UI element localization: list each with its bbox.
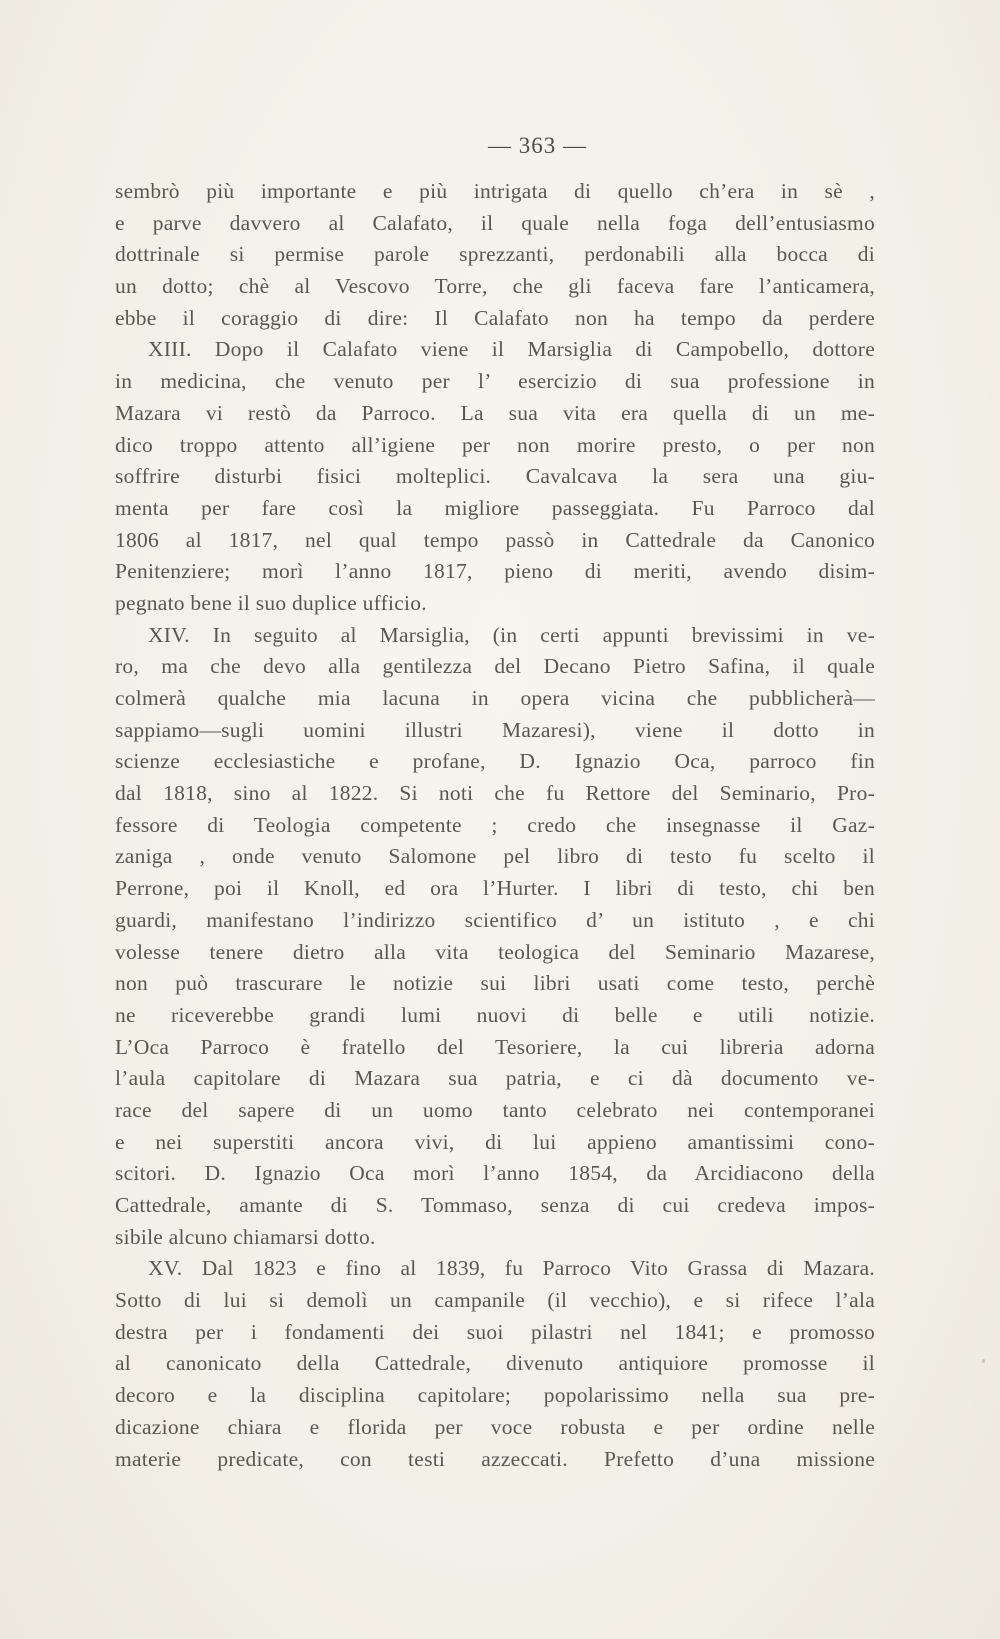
text-line: sembrò più importante e più intrigata di quello ch’era in sè , — [115, 179, 875, 203]
text-line: volesse tenere dietro alla vita teologica del Seminario Mazarese, — [115, 939, 875, 964]
text-line: Cattedrale, amante di S. Tommaso, senza di cui credeva impos- — [115, 1193, 875, 1217]
text-line: un dotto; chè al Vescovo Torre, che gli faceva fare l’anticamera, — [115, 274, 875, 299]
text-line: materie predicate, con testi azzeccati. Prefetto d’una missione — [115, 1446, 875, 1471]
text-line: e nei superstiti ancora vivi, di lui appieno amantissimi cono- — [115, 1129, 875, 1154]
paper-speck — [982, 1359, 985, 1363]
paragraph-start-xiii: XIII. Dopo il Calafato viene il Marsiglia di Campobello, dottore — [148, 337, 875, 362]
text-line: pegnato bene il suo duplice ufficio. — [115, 590, 427, 615]
text-line: Perrone, poi il Knoll, ed ora l’Hurter. I libri di testo, chi ben — [115, 876, 875, 901]
text-line: non può trascurare le notizie sui libri usati come testo, perchè — [115, 971, 875, 996]
text-line: dottrinale si permise parole sprezzanti, perdonabili alla bocca di — [115, 242, 875, 267]
text-line: ne riceverebbe grandi lumi nuovi di belle e utili notizie. — [115, 1002, 875, 1027]
page-number: — 363 — — [488, 133, 587, 158]
text-line: 1806 al 1817, nel qual tempo passò in Cattedrale da Canonico — [115, 527, 875, 552]
body-text — [115, 176, 875, 1475]
paragraph-start-xv: XV. Dal 1823 e fino al 1839, fu Parroco Vito Grassa di Mazara. — [148, 1256, 875, 1281]
text-line: decoro e la disciplina capitolare; popolarissimo nella sua pre- — [115, 1383, 875, 1408]
text-line: fessore di Teologia competente ; credo che insegnasse il Gaz- — [115, 812, 875, 837]
text-line: dico troppo attento all’igiene per non morire presto, o per non — [115, 432, 875, 457]
text-line: ebbe il coraggio di dire: Il Calafato non ha tempo da perdere — [115, 305, 875, 330]
text-line: race del sapere di un uomo tanto celebrato nei contemporanei — [115, 1097, 875, 1122]
text-line: Sotto di lui si demolì un campanile (il vecchio), e si rifece l’ala — [115, 1288, 875, 1313]
text-line: scienze ecclesiastiche e profane, D. Ignazio Oca, parroco fin — [115, 749, 875, 774]
text-line: in medicina, che venuto per l’ esercizio di sua professione in — [115, 369, 875, 394]
text-line: destra per i fondamenti dei suoi pilastri nel 1841; e promosso — [115, 1319, 875, 1344]
text-line: al canonicato della Cattedrale, divenuto antiquiore promosse il — [115, 1351, 875, 1376]
text-line: colmerà qualche mia lacuna in opera vicina che pubblicherà— — [115, 686, 875, 710]
paragraph-start-xiv: XIV. In seguito al Marsiglia, (in certi appunti brevissimi in ve- — [148, 622, 875, 647]
text-line: sappiamo—sugli uomini illustri Mazaresi), viene il dotto in — [115, 717, 875, 742]
text-line: guardi, manifestano l’indirizzo scientifico d’ un istituto , e chi — [115, 907, 875, 932]
text-line: ro, ma che devo alla gentilezza del Decano Pietro Safina, il quale — [115, 654, 875, 679]
text-line: e parve davvero al Calafato, il quale nella foga dell’entusiasmo — [115, 210, 875, 235]
text-line: Mazara vi restò da Parroco. La sua vita era quella di un me- — [115, 400, 875, 425]
text-line: scitori. D. Ignazio Oca morì l’anno 1854, da Arcidiacono della — [115, 1161, 875, 1186]
text-line: menta per fare così la migliore passeggiata. Fu Parroco dal — [115, 495, 875, 520]
text-line: soffrire disturbi fisici molteplici. Cavalcava la sera una giu- — [115, 464, 875, 489]
text-line: dicazione chiara e florida per voce robusta e per ordine nelle — [115, 1414, 875, 1439]
text-line: l’aula capitolare di Mazara sua patria, e ci dà documento ve- — [115, 1066, 875, 1091]
text-line: Penitenziere; morì l’anno 1817, pieno di meriti, avendo disim- — [115, 559, 875, 584]
text-line: zaniga , onde venuto Salomone pel libro di testo fu scelto il — [115, 844, 875, 869]
text-line: dal 1818, sino al 1822. Si noti che fu Rettore del Seminario, Pro- — [115, 781, 875, 806]
text-line: L’Oca Parroco è fratello del Tesoriere, la cui libreria adorna — [115, 1034, 875, 1059]
text-line: sibile alcuno chiamarsi dotto. — [115, 1224, 376, 1249]
